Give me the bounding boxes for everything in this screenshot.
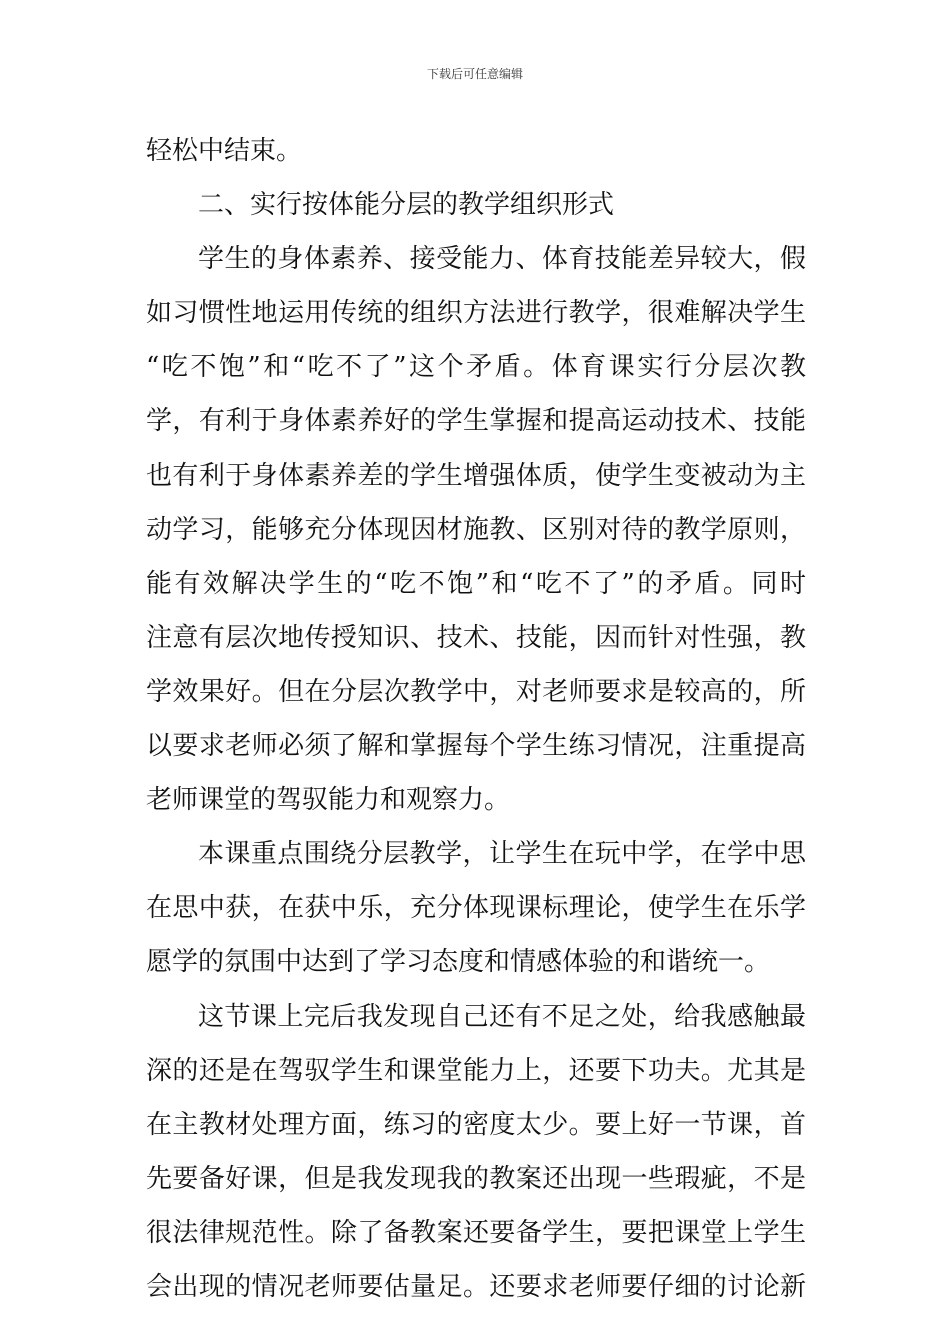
text-line: 学效果好。但在分层次教学中，对老师要求是较高的，所 [146, 676, 806, 707]
text-line: 深的还是在驾驭学生和课堂能力上，还要下功夫。尤其是 [146, 1055, 806, 1086]
text-line: 能有效解决学生的“吃不饱”和“吃不了”的矛盾。同时 [146, 568, 806, 599]
section-heading: 二、实行按体能分层的教学组织形式 [198, 190, 615, 221]
text-line: 先要备好课，但是我发现我的教案还出现一些瑕疵，不是 [146, 1163, 806, 1194]
text-line: 轻松中结束。 [146, 136, 303, 166]
text-line: 老师课堂的驾驭能力和观察力。 [146, 785, 511, 816]
page-header: 下载后可任意编辑 [426, 67, 523, 81]
text-line: 本课重点围绕分层教学，让学生在玩中学，在学中思 [198, 839, 806, 870]
text-line: 在思中获，在获中乐，充分体现课标理论，使学生在乐学 [146, 893, 806, 924]
text-line: “吃不饱”和“吃不了”这个矛盾。体育课实行分层次教 [146, 352, 806, 383]
text-line: 如习惯性地运用传统的组织方法进行教学，很难解决学生 [146, 298, 806, 329]
text-line: 很法律规范性。除了备教案还要备学生，要把课堂上学生 [146, 1217, 806, 1248]
text-line: 学生的身体素养、接受能力、体育技能差异较大，假 [198, 244, 806, 275]
text-line: 愿学的氛围中达到了学习态度和情感体验的和谐统一。 [146, 947, 771, 978]
text-line: 学，有利于身体素养好的学生掌握和提高运动技术、技能 [146, 406, 806, 437]
text-line: 动学习，能够充分体现因材施教、区别对待的教学原则， [146, 514, 806, 545]
document-body [146, 124, 806, 1314]
text-line: 也有利于身体素养差的学生增强体质，使学生变被动为主 [146, 460, 806, 491]
text-line: 以要求老师必须了解和掌握每个学生练习情况，注重提高 [146, 731, 806, 762]
text-line: 会出现的情况老师要估量足。还要求老师要仔细的讨论新 [146, 1271, 806, 1302]
text-line: 这节课上完后我发现自己还有不足之处，给我感触最 [198, 1001, 806, 1032]
text-line: 注意有层次地传授知识、技术、技能，因而针对性强，教 [146, 622, 806, 653]
text-line: 在主教材处理方面，练习的密度太少。要上好一节课，首 [146, 1109, 806, 1140]
